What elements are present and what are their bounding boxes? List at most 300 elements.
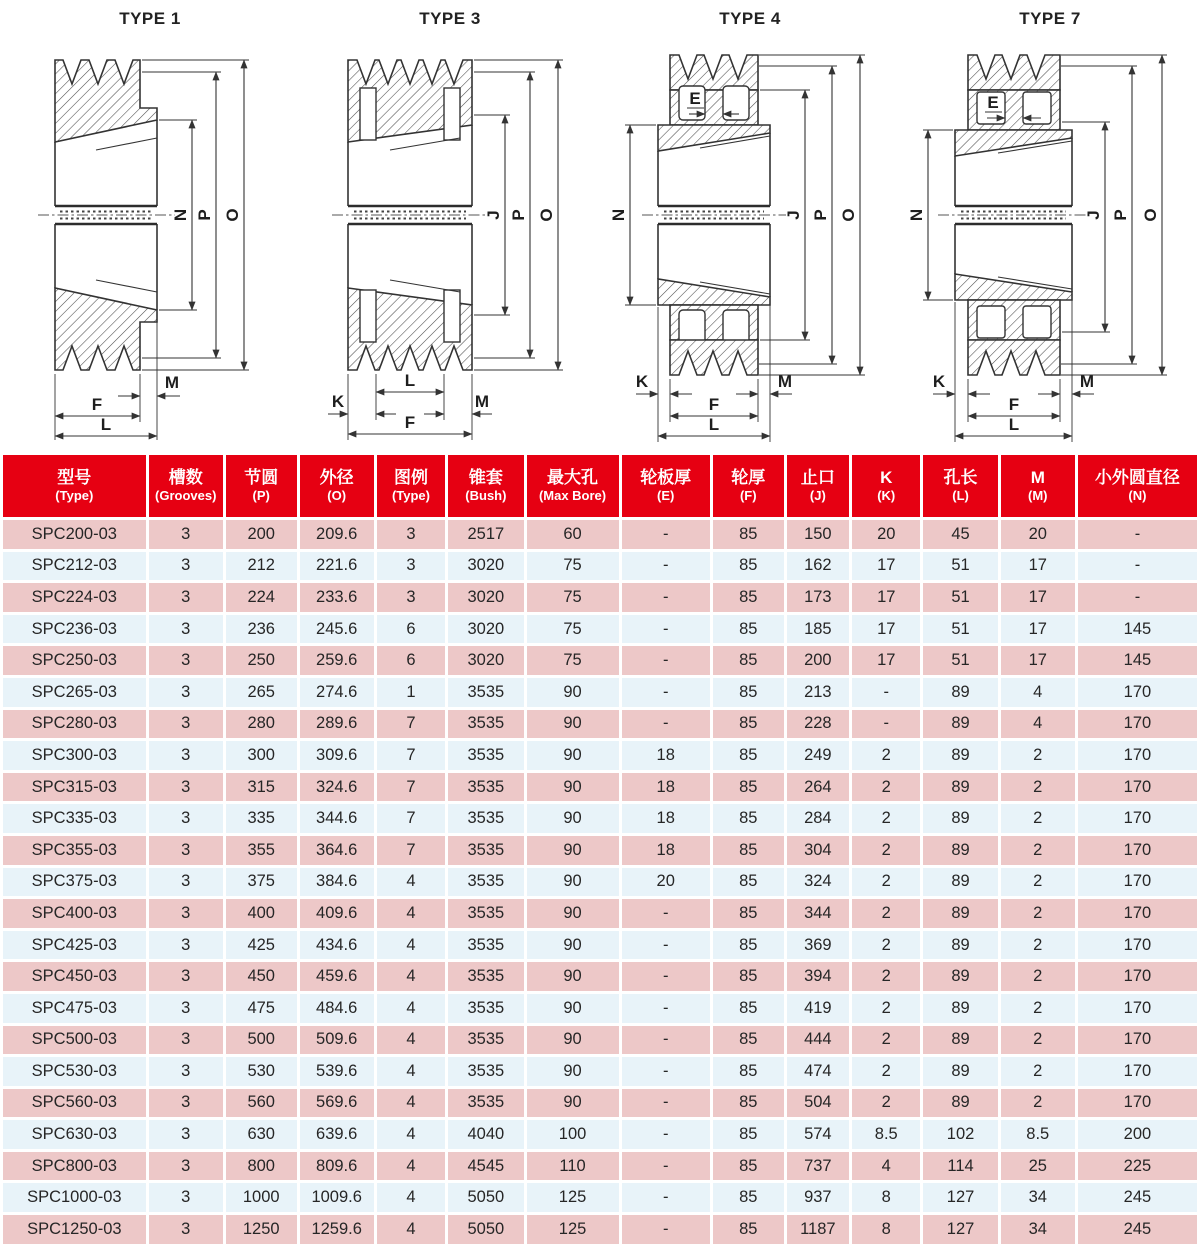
- table-cell: 4: [377, 962, 445, 991]
- table-cell: 245: [1078, 1215, 1197, 1244]
- table-cell: 3535: [448, 741, 523, 770]
- table-cell: 89: [923, 741, 997, 770]
- table-cell: 225: [1078, 1152, 1197, 1181]
- table-cell: -: [852, 710, 920, 739]
- table-cell: 4545: [448, 1152, 523, 1181]
- table-cell: 425: [226, 931, 297, 960]
- table-cell: -: [622, 899, 710, 928]
- table-cell: 17: [852, 615, 920, 644]
- table-cell: 3: [149, 583, 223, 612]
- table-cell: 89: [923, 1089, 997, 1118]
- table-cell: 3535: [448, 1057, 523, 1086]
- table-cell: 2: [852, 741, 920, 770]
- table-cell: 3: [377, 552, 445, 581]
- table-cell: 574: [787, 1120, 849, 1149]
- dim-label-p: P: [509, 209, 528, 221]
- table-cell: 2: [852, 1057, 920, 1086]
- table-cell: 3: [149, 1152, 223, 1181]
- column-header: 锥套 (Bush): [448, 455, 523, 517]
- table-cell: 20: [622, 868, 710, 897]
- table-cell: 75: [527, 552, 619, 581]
- table-cell: 89: [923, 710, 997, 739]
- table-cell: 3020: [448, 583, 523, 612]
- table-cell: 335: [226, 804, 297, 833]
- dim-label-o: O: [839, 208, 858, 222]
- table-cell: 309.6: [300, 741, 374, 770]
- table-cell: 375: [226, 868, 297, 897]
- table-cell: SPC212-03: [3, 552, 146, 581]
- table-cell: 474: [787, 1057, 849, 1086]
- table-cell: -: [1078, 520, 1197, 549]
- table-row: [3, 836, 1197, 865]
- table-cell: 3: [149, 1183, 223, 1212]
- table-cell: 221.6: [300, 552, 374, 581]
- table-cell: 324: [787, 868, 849, 897]
- table-cell: 18: [622, 741, 710, 770]
- table-cell: 400: [226, 899, 297, 928]
- dim-label-e: E: [987, 93, 999, 112]
- table-cell: 289.6: [300, 710, 374, 739]
- table-row: [3, 994, 1197, 1023]
- dim-label-k: K: [635, 372, 649, 391]
- table-cell: 3: [149, 899, 223, 928]
- table-cell: 17: [1001, 583, 1075, 612]
- table-cell: 280: [226, 710, 297, 739]
- dim-label-o: O: [1141, 208, 1160, 222]
- table-cell: 170: [1078, 741, 1197, 770]
- table-row: [3, 583, 1197, 612]
- table-cell: 2: [1001, 962, 1075, 991]
- table-cell: 85: [713, 773, 784, 802]
- table-cell: 51: [923, 583, 997, 612]
- table-cell: 3535: [448, 836, 523, 865]
- table-cell: 90: [527, 1057, 619, 1086]
- table-cell: 364.6: [300, 836, 374, 865]
- table-cell: -: [622, 1120, 710, 1149]
- table-cell: -: [622, 1152, 710, 1181]
- table-cell: SPC224-03: [3, 583, 146, 612]
- spec-table: [0, 452, 1200, 1247]
- table-cell: SPC236-03: [3, 615, 146, 644]
- table-cell: 1: [377, 678, 445, 707]
- table-cell: 200: [787, 646, 849, 675]
- table-cell: 170: [1078, 931, 1197, 960]
- table-cell: 2: [1001, 773, 1075, 802]
- table-cell: 3: [149, 520, 223, 549]
- column-header: 最大孔 (Max Bore): [527, 455, 619, 517]
- table-cell: 8.5: [852, 1120, 920, 1149]
- table-cell: 89: [923, 962, 997, 991]
- pulley-cross-section-type7-drawing: [900, 30, 1200, 445]
- table-cell: 4: [377, 931, 445, 960]
- table-cell: 85: [713, 962, 784, 991]
- table-cell: 145: [1078, 615, 1197, 644]
- table-cell: 90: [527, 1089, 619, 1118]
- dim-label-m: M: [777, 372, 793, 391]
- table-cell: SPC475-03: [3, 994, 146, 1023]
- table-row: [3, 931, 1197, 960]
- table-row: [3, 552, 1197, 581]
- table-cell: 90: [527, 836, 619, 865]
- table-cell: SPC560-03: [3, 1089, 146, 1118]
- column-header: 型号 (Type): [3, 455, 146, 517]
- table-cell: SPC400-03: [3, 899, 146, 928]
- diagram-block-type7: [900, 0, 1200, 452]
- table-cell: 3: [149, 931, 223, 960]
- table-cell: 3535: [448, 994, 523, 1023]
- table-cell: 100: [527, 1120, 619, 1149]
- dim-label-n: N: [907, 208, 926, 222]
- table-row: [3, 1089, 1197, 1118]
- dim-label-k: K: [331, 392, 345, 411]
- table-body: [3, 520, 1197, 1244]
- table-cell: 213: [787, 678, 849, 707]
- table-cell: 85: [713, 646, 784, 675]
- table-cell: 639.6: [300, 1120, 374, 1149]
- table-cell: -: [622, 583, 710, 612]
- table-cell: SPC425-03: [3, 931, 146, 960]
- table-cell: 3020: [448, 615, 523, 644]
- table-cell: 209.6: [300, 520, 374, 549]
- table-cell: 90: [527, 773, 619, 802]
- table-cell: 85: [713, 678, 784, 707]
- table-row: [3, 1152, 1197, 1181]
- table-cell: 89: [923, 1026, 997, 1055]
- table-cell: -: [622, 678, 710, 707]
- table-cell: 89: [923, 899, 997, 928]
- table-cell: 4: [377, 1183, 445, 1212]
- table-cell: 7: [377, 836, 445, 865]
- column-header: 槽数 (Grooves): [149, 455, 223, 517]
- table-cell: 937: [787, 1183, 849, 1212]
- column-header: 轮厚 (F): [713, 455, 784, 517]
- table-cell: 3: [149, 741, 223, 770]
- table-cell: SPC800-03: [3, 1152, 146, 1181]
- table-cell: 170: [1078, 1026, 1197, 1055]
- table-cell: 1000: [226, 1183, 297, 1212]
- table-cell: 3: [149, 994, 223, 1023]
- table-cell: 250: [226, 646, 297, 675]
- table-cell: 1250: [226, 1215, 297, 1244]
- dim-label-j: J: [784, 210, 803, 220]
- table-cell: 233.6: [300, 583, 374, 612]
- table-cell: 89: [923, 773, 997, 802]
- table-cell: 2: [852, 962, 920, 991]
- dim-label-n: N: [171, 208, 190, 222]
- table-cell: 85: [713, 1183, 784, 1212]
- diagram-title-type4: TYPE 4: [719, 9, 781, 28]
- dim-label-e: E: [689, 89, 701, 108]
- table-cell: 85: [713, 931, 784, 960]
- table-cell: -: [622, 1183, 710, 1212]
- table-cell: 2: [852, 804, 920, 833]
- dim-label-j: J: [1084, 210, 1103, 220]
- table-cell: -: [852, 678, 920, 707]
- table-cell: 75: [527, 646, 619, 675]
- table-row: [3, 1215, 1197, 1244]
- table-row: [3, 710, 1197, 739]
- table-cell: SPC280-03: [3, 710, 146, 739]
- table-cell: SPC1000-03: [3, 1183, 146, 1212]
- table-cell: 17: [1001, 615, 1075, 644]
- table-row: [3, 773, 1197, 802]
- table-cell: 809.6: [300, 1152, 374, 1181]
- table-cell: 2: [852, 868, 920, 897]
- table-cell: 90: [527, 931, 619, 960]
- table-cell: -: [622, 615, 710, 644]
- table-cell: 90: [527, 678, 619, 707]
- table-cell: 75: [527, 615, 619, 644]
- table-row: [3, 804, 1197, 833]
- table-cell: 274.6: [300, 678, 374, 707]
- table-cell: 2: [852, 773, 920, 802]
- dim-label-m: M: [1079, 372, 1095, 391]
- column-header: 外径 (O): [300, 455, 374, 517]
- table-cell: 200: [1078, 1120, 1197, 1149]
- table-cell: 800: [226, 1152, 297, 1181]
- pulley-cross-section-type3-drawing: [300, 30, 600, 445]
- table-cell: 344.6: [300, 804, 374, 833]
- table-cell: 4: [377, 868, 445, 897]
- table-cell: 3: [149, 646, 223, 675]
- table-cell: 2: [1001, 931, 1075, 960]
- table-cell: 3: [149, 868, 223, 897]
- table-row: [3, 520, 1197, 549]
- table-cell: 2517: [448, 520, 523, 549]
- table-cell: 18: [622, 836, 710, 865]
- table-cell: 89: [923, 1057, 997, 1086]
- table-cell: 85: [713, 804, 784, 833]
- table-cell: 127: [923, 1183, 997, 1212]
- table-cell: -: [622, 1057, 710, 1086]
- table-cell: 569.6: [300, 1089, 374, 1118]
- table-cell: 89: [923, 994, 997, 1023]
- table-cell: 459.6: [300, 962, 374, 991]
- dim-label-m: M: [474, 392, 490, 411]
- table-cell: 170: [1078, 678, 1197, 707]
- dim-label-p: P: [195, 209, 214, 221]
- table-cell: 245.6: [300, 615, 374, 644]
- table-cell: 560: [226, 1089, 297, 1118]
- table-cell: 170: [1078, 836, 1197, 865]
- table-cell: 539.6: [300, 1057, 374, 1086]
- table-cell: 355: [226, 836, 297, 865]
- table-cell: 4: [377, 1215, 445, 1244]
- table-cell: 2: [852, 1089, 920, 1118]
- table-cell: 1259.6: [300, 1215, 374, 1244]
- table-cell: 4040: [448, 1120, 523, 1149]
- table-cell: -: [622, 710, 710, 739]
- table-cell: 284: [787, 804, 849, 833]
- table-cell: 3: [149, 710, 223, 739]
- table-cell: 85: [713, 1057, 784, 1086]
- table-cell: SPC300-03: [3, 741, 146, 770]
- table-cell: 114: [923, 1152, 997, 1181]
- diagram-title-type7: TYPE 7: [1019, 9, 1081, 28]
- table-cell: 224: [226, 583, 297, 612]
- dim-label-p: P: [1111, 209, 1130, 221]
- table-cell: 3: [149, 678, 223, 707]
- table-cell: 85: [713, 836, 784, 865]
- table-cell: 90: [527, 899, 619, 928]
- diagram-block-type4: [600, 0, 900, 452]
- table-cell: 170: [1078, 710, 1197, 739]
- table-cell: 89: [923, 868, 997, 897]
- dim-label-f: F: [708, 395, 720, 414]
- table-cell: SPC450-03: [3, 962, 146, 991]
- diagram-title-type1: TYPE 1: [119, 9, 181, 28]
- table-cell: 4: [1001, 678, 1075, 707]
- table-cell: 51: [923, 646, 997, 675]
- table-cell: 150: [787, 520, 849, 549]
- table-cell: 51: [923, 552, 997, 581]
- column-header: 孔长 (L): [923, 455, 997, 517]
- table-cell: -: [1078, 583, 1197, 612]
- table-cell: 2: [852, 931, 920, 960]
- table-cell: 4: [377, 1120, 445, 1149]
- table-cell: 3535: [448, 899, 523, 928]
- table-row: [3, 1120, 1197, 1149]
- table-cell: 90: [527, 804, 619, 833]
- table-row: [3, 1057, 1197, 1086]
- table-cell: 3020: [448, 552, 523, 581]
- table-cell: 89: [923, 804, 997, 833]
- table-cell: 3535: [448, 1089, 523, 1118]
- table-cell: 6: [377, 615, 445, 644]
- table-cell: SPC315-03: [3, 773, 146, 802]
- table-cell: 85: [713, 615, 784, 644]
- table-cell: 2: [852, 1026, 920, 1055]
- table-cell: 3: [149, 1120, 223, 1149]
- dim-label-o: O: [223, 208, 242, 222]
- table-row: [3, 899, 1197, 928]
- table-cell: 259.6: [300, 646, 374, 675]
- table-cell: -: [622, 552, 710, 581]
- table-cell: 409.6: [300, 899, 374, 928]
- table-cell: 3535: [448, 773, 523, 802]
- table-cell: 245: [1078, 1183, 1197, 1212]
- dim-label-l: L: [100, 415, 112, 434]
- table-cell: 7: [377, 773, 445, 802]
- dim-label-m: M: [164, 373, 180, 392]
- table-cell: -: [622, 520, 710, 549]
- table-cell: 3: [149, 836, 223, 865]
- table-cell: 34: [1001, 1183, 1075, 1212]
- spec-table-section: [0, 452, 1200, 1247]
- table-row: [3, 868, 1197, 897]
- table-cell: 170: [1078, 899, 1197, 928]
- table-cell: 60: [527, 520, 619, 549]
- table-cell: 90: [527, 994, 619, 1023]
- table-cell: 3: [149, 1089, 223, 1118]
- table-cell: 3: [377, 583, 445, 612]
- table-cell: 85: [713, 868, 784, 897]
- table-cell: SPC1250-03: [3, 1215, 146, 1244]
- table-cell: 249: [787, 741, 849, 770]
- table-cell: 170: [1078, 868, 1197, 897]
- table-cell: 90: [527, 710, 619, 739]
- table-cell: 434.6: [300, 931, 374, 960]
- pulley-cross-section-type4-drawing: [600, 30, 900, 445]
- table-cell: 3: [149, 1215, 223, 1244]
- table-cell: 85: [713, 552, 784, 581]
- table-cell: 18: [622, 773, 710, 802]
- table-row: [3, 678, 1197, 707]
- table-cell: 2: [1001, 868, 1075, 897]
- dim-label-p: P: [811, 209, 830, 221]
- table-cell: 419: [787, 994, 849, 1023]
- table-cell: 475: [226, 994, 297, 1023]
- dim-label-l: L: [404, 371, 416, 390]
- table-cell: 125: [527, 1183, 619, 1212]
- table-cell: 162: [787, 552, 849, 581]
- table-cell: 170: [1078, 962, 1197, 991]
- table-cell: 264: [787, 773, 849, 802]
- dim-label-f: F: [1008, 395, 1020, 414]
- table-cell: 170: [1078, 773, 1197, 802]
- table-cell: 7: [377, 710, 445, 739]
- table-cell: 2: [1001, 804, 1075, 833]
- table-cell: 444: [787, 1026, 849, 1055]
- table-cell: 228: [787, 710, 849, 739]
- column-header: 止口 (J): [787, 455, 849, 517]
- table-cell: 17: [852, 646, 920, 675]
- table-cell: 2: [1001, 994, 1075, 1023]
- table-cell: -: [622, 646, 710, 675]
- table-cell: 17: [852, 552, 920, 581]
- table-row: [3, 962, 1197, 991]
- table-cell: SPC630-03: [3, 1120, 146, 1149]
- column-header: 节圆 (P): [226, 455, 297, 517]
- table-header-row: [3, 455, 1197, 517]
- table-cell: 504: [787, 1089, 849, 1118]
- table-cell: 509.6: [300, 1026, 374, 1055]
- table-cell: 89: [923, 678, 997, 707]
- table-cell: 2: [852, 836, 920, 865]
- dim-label-n: N: [609, 208, 628, 222]
- dim-label-k: K: [932, 372, 946, 391]
- table-cell: 315: [226, 773, 297, 802]
- table-cell: 8.5: [1001, 1120, 1075, 1149]
- dim-label-l: L: [708, 415, 720, 434]
- table-cell: 737: [787, 1152, 849, 1181]
- table-cell: 145: [1078, 646, 1197, 675]
- table-cell: 102: [923, 1120, 997, 1149]
- table-cell: 3535: [448, 710, 523, 739]
- table-cell: 25: [1001, 1152, 1075, 1181]
- table-cell: SPC265-03: [3, 678, 146, 707]
- table-cell: 212: [226, 552, 297, 581]
- table-cell: 484.6: [300, 994, 374, 1023]
- dim-label-j: J: [484, 210, 503, 220]
- table-cell: 127: [923, 1215, 997, 1244]
- table-cell: 4: [377, 1057, 445, 1086]
- table-cell: 85: [713, 1089, 784, 1118]
- table-cell: 85: [713, 583, 784, 612]
- table-cell: -: [622, 1089, 710, 1118]
- table-cell: SPC250-03: [3, 646, 146, 675]
- table-cell: 173: [787, 583, 849, 612]
- table-cell: 3: [149, 773, 223, 802]
- table-cell: 300: [226, 741, 297, 770]
- table-cell: SPC530-03: [3, 1057, 146, 1086]
- table-cell: 236: [226, 615, 297, 644]
- table-cell: 2: [1001, 1057, 1075, 1086]
- column-header: M (M): [1001, 455, 1075, 517]
- dim-label-f: F: [91, 395, 103, 414]
- table-cell: 18: [622, 804, 710, 833]
- table-cell: 4: [377, 1089, 445, 1118]
